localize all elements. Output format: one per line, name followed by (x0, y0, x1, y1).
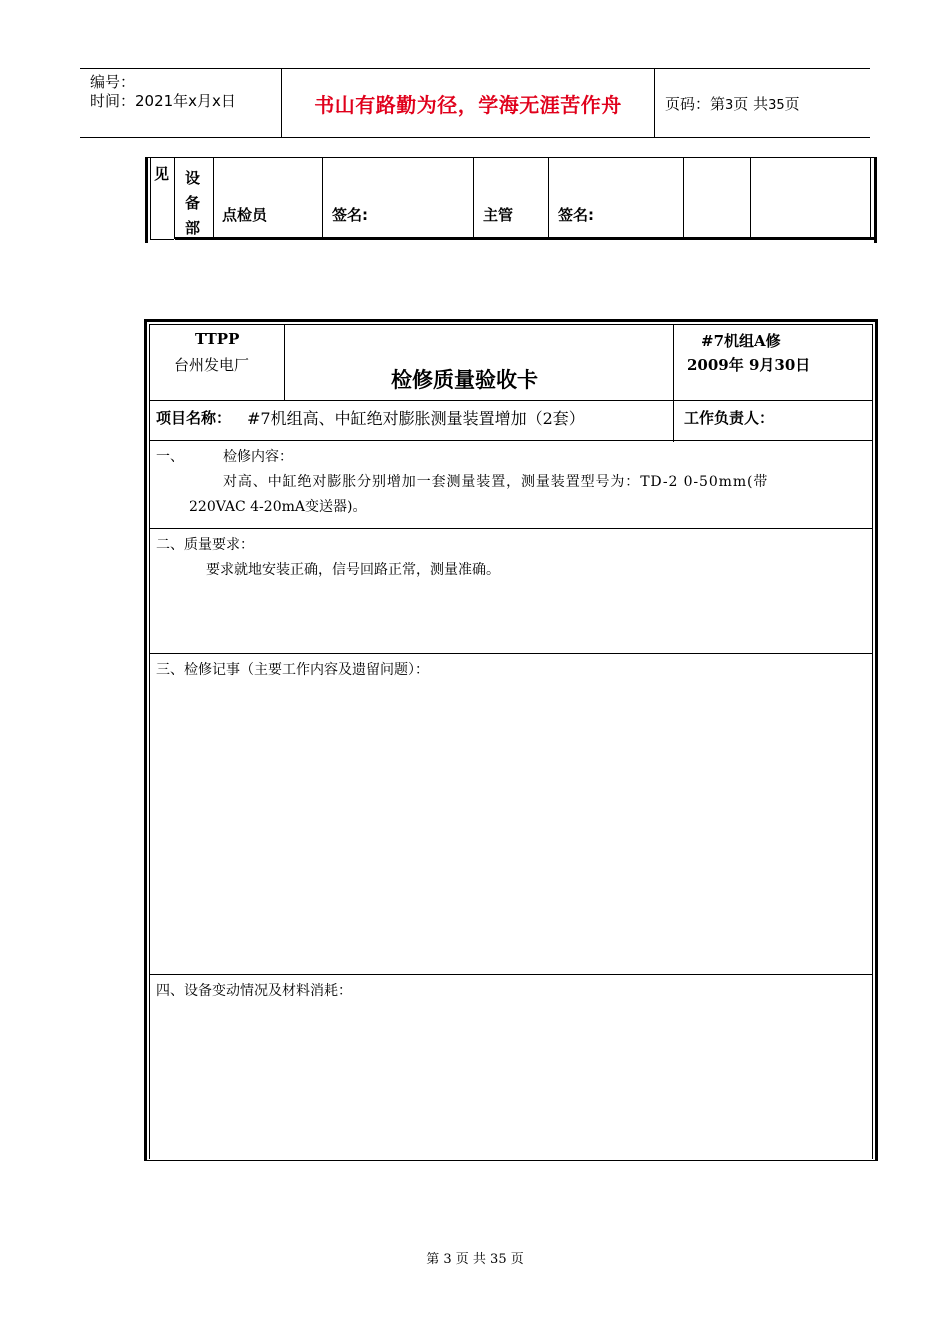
supervisor-label: 主管 (483, 206, 514, 224)
section4-heading: 四、设备变动情况及材料消耗： (156, 983, 352, 999)
page-mid: 页 共 (733, 94, 769, 113)
frag-bottom-border-short (150, 239, 174, 240)
unit-label: #7机组A修 (701, 332, 781, 350)
row-divider (150, 974, 873, 975)
project-label: 项目名称： (156, 409, 232, 427)
frag-label-bei: 备 (185, 194, 201, 212)
frag-inner-left-border (150, 157, 151, 239)
frag-label-she: 设 (185, 169, 201, 187)
header-page-cell (655, 69, 870, 137)
card-inner-left-border (149, 324, 150, 1159)
card-inner-right-border (872, 324, 873, 1159)
section2-heading: 二、质量要求： (156, 537, 254, 553)
frag-divider (473, 157, 474, 239)
card-inner-top-border (149, 324, 873, 325)
frag-divider (750, 157, 751, 239)
row-divider (150, 653, 873, 654)
header-motto-cell (282, 69, 655, 137)
frag-inner-right-border (870, 157, 871, 239)
row-divider (150, 440, 873, 441)
section2-text: 要求就地安装正确，信号回路正常，测量准确。 (206, 562, 500, 578)
frag-divider (683, 157, 684, 239)
section3-heading: 三、检修记事（主要工作内容及遗留问题）： (156, 662, 429, 678)
frag-left-border (145, 157, 148, 243)
supervisor-sign-label: 签名: (558, 206, 594, 224)
code-label: 编号： (90, 73, 136, 91)
project-name: #7机组高、中缸绝对膨胀测量装置增加（2套） (247, 409, 585, 428)
page-prefix: 页码：第 (665, 94, 726, 113)
plant-name: 台州发电厂 (174, 356, 250, 374)
frag-right-border (874, 157, 877, 243)
section1-line2: 220VAC 4-20mA变送器)。 (189, 499, 367, 515)
section1-heading: 检修内容： (223, 449, 293, 465)
inspector-label: 点检员 (222, 206, 268, 224)
frag-divider (174, 157, 175, 239)
frag-divider (548, 157, 549, 239)
header-meta-cell (80, 69, 282, 137)
time-label: 时间：2021年x月x日 (90, 92, 236, 110)
frag-divider (213, 157, 214, 239)
frag-label-jian: 见 (154, 165, 170, 183)
page-info (655, 93, 800, 114)
card-header-divider (284, 324, 285, 401)
card-date: 2009年 9月30日 (687, 356, 811, 374)
section1-number: 一、 (156, 449, 184, 465)
inspector-sign-label: 签名: (332, 206, 368, 224)
page-total: 35 (768, 97, 785, 113)
page-number: 3 (725, 97, 734, 113)
card-header-divider (673, 324, 674, 442)
frag-label-bu: 部 (185, 219, 201, 237)
plant-code: TTPP (195, 330, 240, 348)
page-footer: 第 3 页 共 35 页 (426, 1252, 524, 1267)
owner-label: 工作负责人： (684, 409, 775, 427)
page-suffix: 页 (784, 94, 800, 113)
section1-line1: 对高、中缸绝对膨胀分别增加一套测量装置，测量装置型号为：TD-2 0-50mm(带 (223, 474, 769, 490)
page-header (80, 68, 870, 138)
card-title: 检修质量验收卡 (391, 368, 538, 392)
motto: 书山有路勤为径，学海无涯苦作舟 (314, 92, 622, 117)
previous-table-fragment (145, 157, 877, 243)
acceptance-card (144, 319, 878, 1161)
row-divider (150, 528, 873, 529)
row-divider (150, 400, 873, 401)
frag-divider (322, 157, 323, 239)
frag-top-border (145, 157, 877, 158)
frag-bottom-border (175, 237, 877, 240)
